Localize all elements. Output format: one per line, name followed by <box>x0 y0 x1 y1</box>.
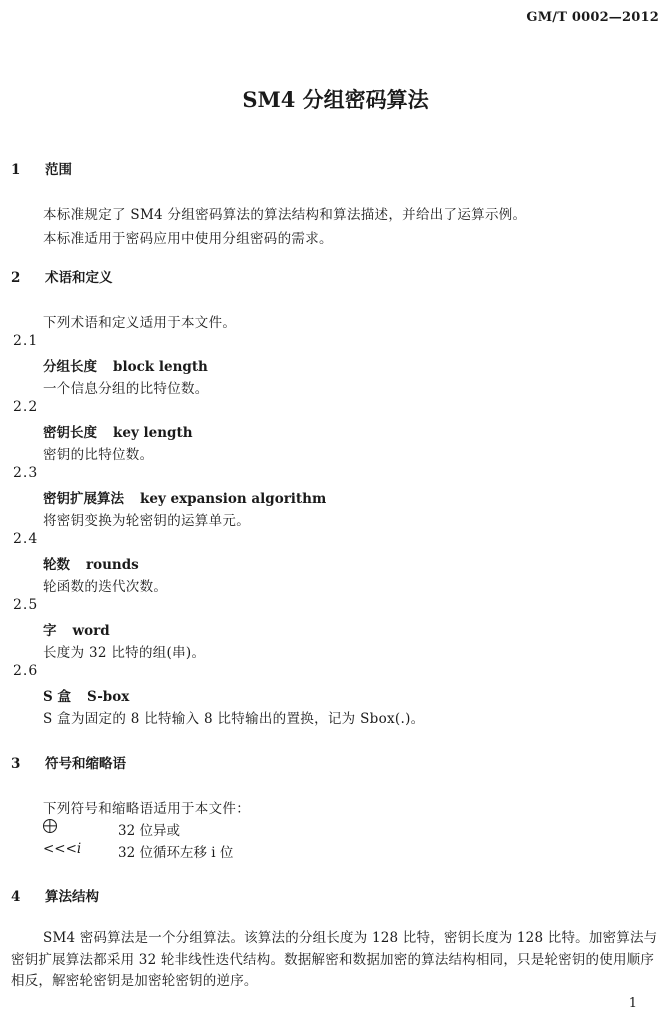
term-heading <box>43 487 326 507</box>
section-3-number: 3 <box>11 756 21 772</box>
section-1-number: 1 <box>11 162 21 178</box>
xor-icon <box>43 819 57 833</box>
term-heading <box>43 685 129 705</box>
term-en: block length <box>113 359 208 375</box>
term-definition: 将密钥变换为轮密钥的运算单元。 <box>43 513 250 529</box>
standard-code: GM/T 0002—2012 <box>526 10 659 25</box>
term-definition: 一个信息分组的比特位数。 <box>43 381 209 397</box>
term-heading <box>43 421 193 441</box>
section-1-line-1: 本标准规定了 SM4 分组密码算法的算法结构和算法描述，并给出了运算示例。 <box>43 207 527 223</box>
term-en: rounds <box>86 557 139 573</box>
term-en: word <box>72 623 110 639</box>
term-zh: S 盒 <box>43 689 71 705</box>
symbol-description: 32 位循环左移 i 位 <box>118 845 234 861</box>
term-number: 2.6 <box>13 663 39 679</box>
section-2-number: 2 <box>11 270 21 286</box>
term-heading <box>43 355 208 375</box>
section-1-title: 范围 <box>45 162 72 178</box>
term-zh: 密钥扩展算法 <box>43 491 124 507</box>
section-4-heading <box>11 885 99 905</box>
term-number: 2.1 <box>13 333 39 349</box>
section-3-intro: 下列符号和缩略语适用于本文件： <box>43 801 250 817</box>
term-zh: 字 <box>43 623 57 639</box>
term-zh: 密钥长度 <box>43 425 97 441</box>
term-en: S-box <box>86 689 130 705</box>
symbol-description: 32 位异或 <box>118 823 180 839</box>
section-4-title: 算法结构 <box>45 889 99 905</box>
document-title: SM4 分组密码算法 <box>242 87 429 112</box>
section-4-paragraph: SM4 密码算法是一个分组算法。该算法的分组长度为 128 比特，密钥长度为 128 比特。加密算法与密钥扩展算法都采用 32 轮非线性迭代结构。数据解密和数据加密的算法结构相同，只是轮密钥的使用顺序相反，解密轮密钥是加密轮密钥的逆序。 <box>11 930 658 989</box>
section-2-intro: 下列术语和定义适用于本文件。 <box>43 315 237 331</box>
term-zh: 轮数 <box>43 557 70 573</box>
term-en: key expansion algorithm <box>140 491 327 507</box>
section-3-heading <box>11 752 126 772</box>
term-definition: 长度为 32 比特的组(串)。 <box>43 645 206 661</box>
term-definition: 轮函数的迭代次数。 <box>43 579 168 595</box>
term-en: key length <box>113 425 193 441</box>
section-4-number: 4 <box>11 889 21 905</box>
term-definition: 密钥的比特位数。 <box>43 447 154 463</box>
rotate-left-symbol: <<<i <box>43 841 82 857</box>
section-2-heading <box>11 266 113 286</box>
section-2-title: 术语和定义 <box>45 270 113 286</box>
term-zh: 分组长度 <box>43 359 97 375</box>
term-heading <box>43 553 139 573</box>
section-3-title: 符号和缩略语 <box>45 756 126 772</box>
section-1-line-2: 本标准适用于密码应用中使用分组密码的需求。 <box>43 231 333 247</box>
section-1-heading <box>11 158 72 178</box>
term-heading <box>43 619 110 639</box>
term-number: 2.4 <box>13 531 39 547</box>
term-number: 2.5 <box>13 597 39 613</box>
xor-symbol <box>43 819 57 836</box>
term-number: 2.2 <box>13 399 39 415</box>
term-number: 2.3 <box>13 465 39 481</box>
page-number: 1 <box>628 996 637 1011</box>
term-definition: S 盒为固定的 8 比特输入 8 比特输出的置换，记为 Sbox(.)。 <box>43 711 425 727</box>
